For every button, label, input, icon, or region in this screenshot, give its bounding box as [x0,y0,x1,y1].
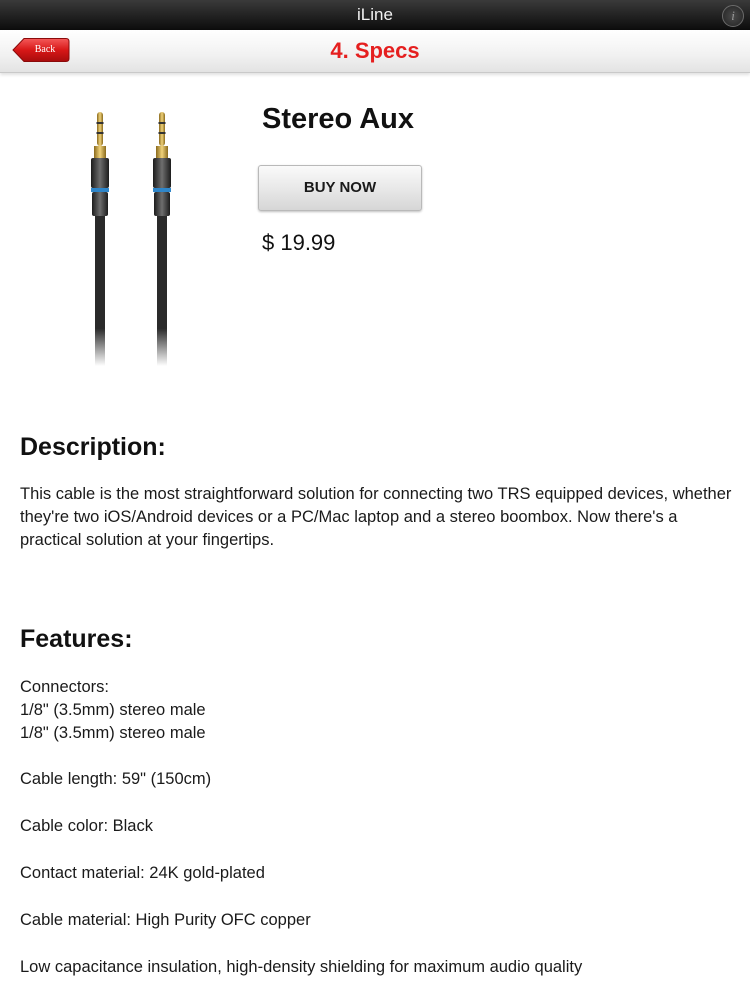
buy-now-button[interactable]: BUY NOW [258,165,422,211]
description-heading: Description: [20,433,166,461]
back-button[interactable] [12,37,70,63]
page-title: 4. Specs [330,38,420,63]
info-icon[interactable]: i [722,5,744,27]
feature-connector-2: 1/8" (3.5mm) stereo male [20,724,206,742]
back-button-label: Back [34,44,56,55]
navigation-bar [0,30,750,73]
feature-cable-length: Cable length: 59" (150cm) [20,770,212,788]
window-title: iLine [357,5,393,24]
features-heading: Features: [20,625,133,653]
product-price: $ 19.99 [262,230,336,255]
stereo-aux-cable-image [72,100,202,380]
feature-cable-color: Cable color: Black [20,817,153,835]
window-title-bar [0,0,750,30]
description-text: This cable is the most straightforward solution for connecting two TRS equipped devices, whether they're two iOS/Android devices or a PC/Mac laptop and a stereo boombox. Now there's a practical solution at your fingertips. [20,485,732,549]
feature-cable-material: Cable material: High Purity OFC copper [20,911,311,929]
feature-connectors-label: Connectors: [20,678,109,696]
feature-connector-1: 1/8" (3.5mm) stereo male [20,701,206,719]
feature-insulation: Low capacitance insulation, high-density shielding for maximum audio quality [20,958,583,976]
product-name: Stereo Aux [262,103,415,135]
feature-contact-material: Contact material: 24K gold-plated [20,864,265,882]
